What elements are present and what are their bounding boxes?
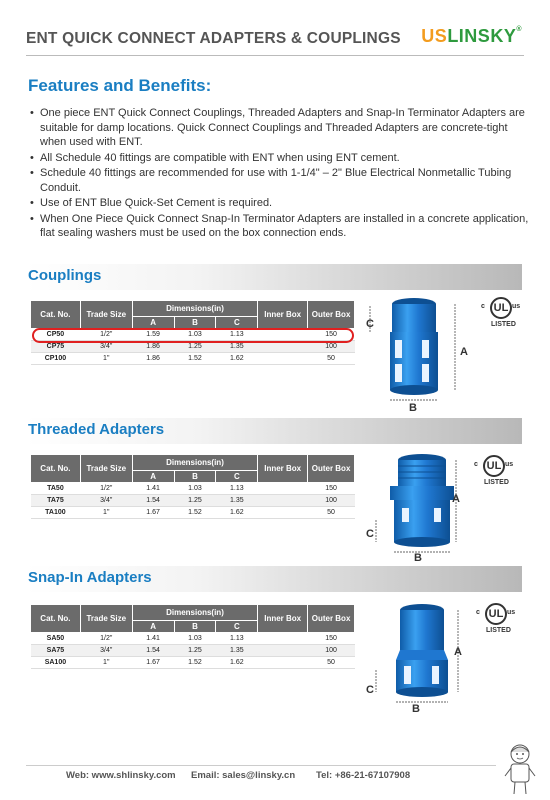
cell-a: 1.86 [132,341,174,353]
dim-label-b: B [412,703,420,715]
dim-label-a: A [452,493,460,505]
section-bar-threaded-adapters [26,418,522,444]
features-title: Features and Benefits: [28,76,212,95]
table-row [31,645,355,657]
section-title: Threaded Adapters [28,421,165,438]
col-trade-size: Trade Size [80,605,132,633]
table-row [31,507,355,519]
cell-cat: TA50 [31,483,81,495]
col-cat-no: Cat. No. [31,301,81,329]
cell-size: 1/2" [80,633,132,645]
cell-b: 1.52 [174,353,216,365]
table-row [31,353,355,365]
section-title: Couplings [28,267,102,284]
ul-listed-icon [481,297,521,329]
dim-label-c: C [366,318,374,330]
col-outer-box: Outer Box [308,605,355,633]
cell-a: 1.67 [132,507,174,519]
col-c: C [216,621,258,633]
ul-us: us [512,303,521,310]
col-c: C [216,317,258,329]
footer-tel: Tel: +86-21-67107908 [316,770,411,781]
cell-cat: SA50 [31,633,81,645]
ul-logo: UL [490,297,512,319]
col-b: B [174,621,216,633]
cell-cat: SA75 [31,645,81,657]
table-row [31,483,355,495]
ul-listed-icon [476,603,516,635]
cell-a: 1.54 [132,645,174,657]
feature-item: • Use of ENT Blue Quick-Set Cement is required. [30,196,530,211]
logo-reg: ® [516,26,522,33]
cell-size: 3/4" [80,341,132,353]
cell-cat: CP50 [31,329,81,341]
cell-b: 1.03 [174,483,216,495]
header-divider [26,55,524,56]
col-c: C [216,471,258,483]
col-inner-box: Inner Box [258,301,308,329]
cell-inner [258,657,308,669]
dim-label-b: B [409,402,417,414]
cell-a: 1.54 [132,495,174,507]
cell-outer: 150 [308,329,355,341]
col-a: A [132,317,174,329]
cell-c: 1.35 [216,645,258,657]
snap-in-adapter-product-image [362,598,482,718]
cell-c: 1.62 [216,657,258,669]
cell-size: 1/2" [80,483,132,495]
cell-outer: 150 [308,633,355,645]
dim-label-c: C [366,528,374,540]
col-b: B [174,471,216,483]
cell-size: 1" [80,657,132,669]
cell-outer: 50 [308,657,355,669]
logo-linsky: LINSKY [447,26,517,46]
feature-item: • All Schedule 40 fittings are compatible with ENT when using ENT cement. [30,151,530,166]
threaded-adapters-table [30,454,355,519]
dim-label-c: C [366,684,374,696]
logo-us: US [421,26,448,46]
ul-c: c [481,303,485,310]
highlight-outline [32,328,354,343]
cell-c: 1.62 [216,507,258,519]
ul-logo: UL [485,603,507,625]
cell-outer: 100 [308,495,355,507]
col-b: B [174,317,216,329]
footer-email: Email: sales@linsky.cn [191,770,296,781]
snap-in-adapters-table [30,604,355,669]
col-trade-size: Trade Size [80,455,132,483]
brand-logo [421,26,522,47]
cell-c: 1.13 [216,483,258,495]
col-dimensions: Dimensions(in) [132,455,258,471]
page-header [0,0,550,70]
ul-us: us [507,609,516,616]
cell-cat: CP75 [31,341,81,353]
cell-b: 1.52 [174,507,216,519]
cell-c: 1.62 [216,353,258,365]
col-cat-no: Cat. No. [31,455,81,483]
cell-a: 1.41 [132,483,174,495]
cell-size: 1/2" [80,329,132,341]
cell-b: 1.25 [174,645,216,657]
cell-b: 1.52 [174,657,216,669]
cell-cat: TA100 [31,507,81,519]
cell-outer: 150 [308,483,355,495]
cell-b: 1.03 [174,329,216,341]
page-title: ENT QUICK CONNECT ADAPTERS & COUPLINGS [26,30,401,47]
cell-inner [258,495,308,507]
ul-c: c [476,609,480,616]
table-row [31,633,355,645]
cell-cat: CP100 [31,353,81,365]
dim-label-a: A [454,646,462,658]
cell-a: 1.86 [132,353,174,365]
col-cat-no: Cat. No. [31,605,81,633]
section-title: Snap-In Adapters [28,569,152,586]
table-row [31,495,355,507]
col-a: A [132,621,174,633]
col-outer-box: Outer Box [308,455,355,483]
cell-a: 1.59 [132,329,174,341]
cell-outer: 100 [308,645,355,657]
cell-cat: TA75 [31,495,81,507]
ul-listed-text: LISTED [484,479,509,486]
cell-c: 1.35 [216,341,258,353]
footer-divider [26,765,496,766]
cell-inner [258,483,308,495]
cell-outer: 50 [308,507,355,519]
cell-outer: 100 [308,341,355,353]
cell-size: 1" [80,507,132,519]
cell-b: 1.25 [174,341,216,353]
section-bar-couplings [26,264,522,290]
feature-item: • Schedule 40 fittings are recommended for use with 1-1/4" – 2" Blue Electrical Nonmetallic Tubing Conduit. [30,166,530,195]
ul-us: us [505,461,514,468]
footer-web: Web: www.shlinsky.com [66,770,176,781]
table-row [31,657,355,669]
col-a: A [132,471,174,483]
col-trade-size: Trade Size [80,301,132,329]
dim-label-b: B [414,552,422,564]
col-dimensions: Dimensions(in) [132,605,258,621]
cell-b: 1.25 [174,495,216,507]
cell-a: 1.67 [132,657,174,669]
cell-b: 1.03 [174,633,216,645]
col-inner-box: Inner Box [258,455,308,483]
cell-size: 1" [80,353,132,365]
cell-cat: SA100 [31,657,81,669]
cell-size: 3/4" [80,495,132,507]
cell-c: 1.35 [216,495,258,507]
threaded-adapter-product-image [362,450,482,570]
col-inner-box: Inner Box [258,605,308,633]
cell-c: 1.13 [216,329,258,341]
feature-item: • When One Piece Quick Connect Snap-In Terminator Adapters are installed in a concrete application, flat sealing washers must be used on the box connection ends. [30,212,530,241]
cell-c: 1.13 [216,633,258,645]
mascot-icon [500,742,540,798]
section-bar-snap-in-adapters [26,566,522,592]
ul-c: c [474,461,478,468]
dim-label-a: A [460,346,468,358]
col-dimensions: Dimensions(in) [132,301,258,317]
cell-inner [258,507,308,519]
feature-item: • One piece ENT Quick Connect Couplings, Threaded Adapters and Snap-In Terminator Adapters are suitable for damp locations. Quick Connect Couplings and Threaded Adapters are concrete-tight when used with ENT. [30,106,530,150]
ul-listed-text: LISTED [486,627,511,634]
ul-logo: UL [483,455,505,477]
features-list [30,106,530,242]
cell-inner [258,353,308,365]
cell-inner [258,645,308,657]
cell-a: 1.41 [132,633,174,645]
cell-size: 3/4" [80,645,132,657]
ul-listed-text: LISTED [491,321,516,328]
cell-outer: 50 [308,353,355,365]
cell-inner [258,633,308,645]
col-outer-box: Outer Box [308,301,355,329]
ul-listed-icon [474,455,514,487]
